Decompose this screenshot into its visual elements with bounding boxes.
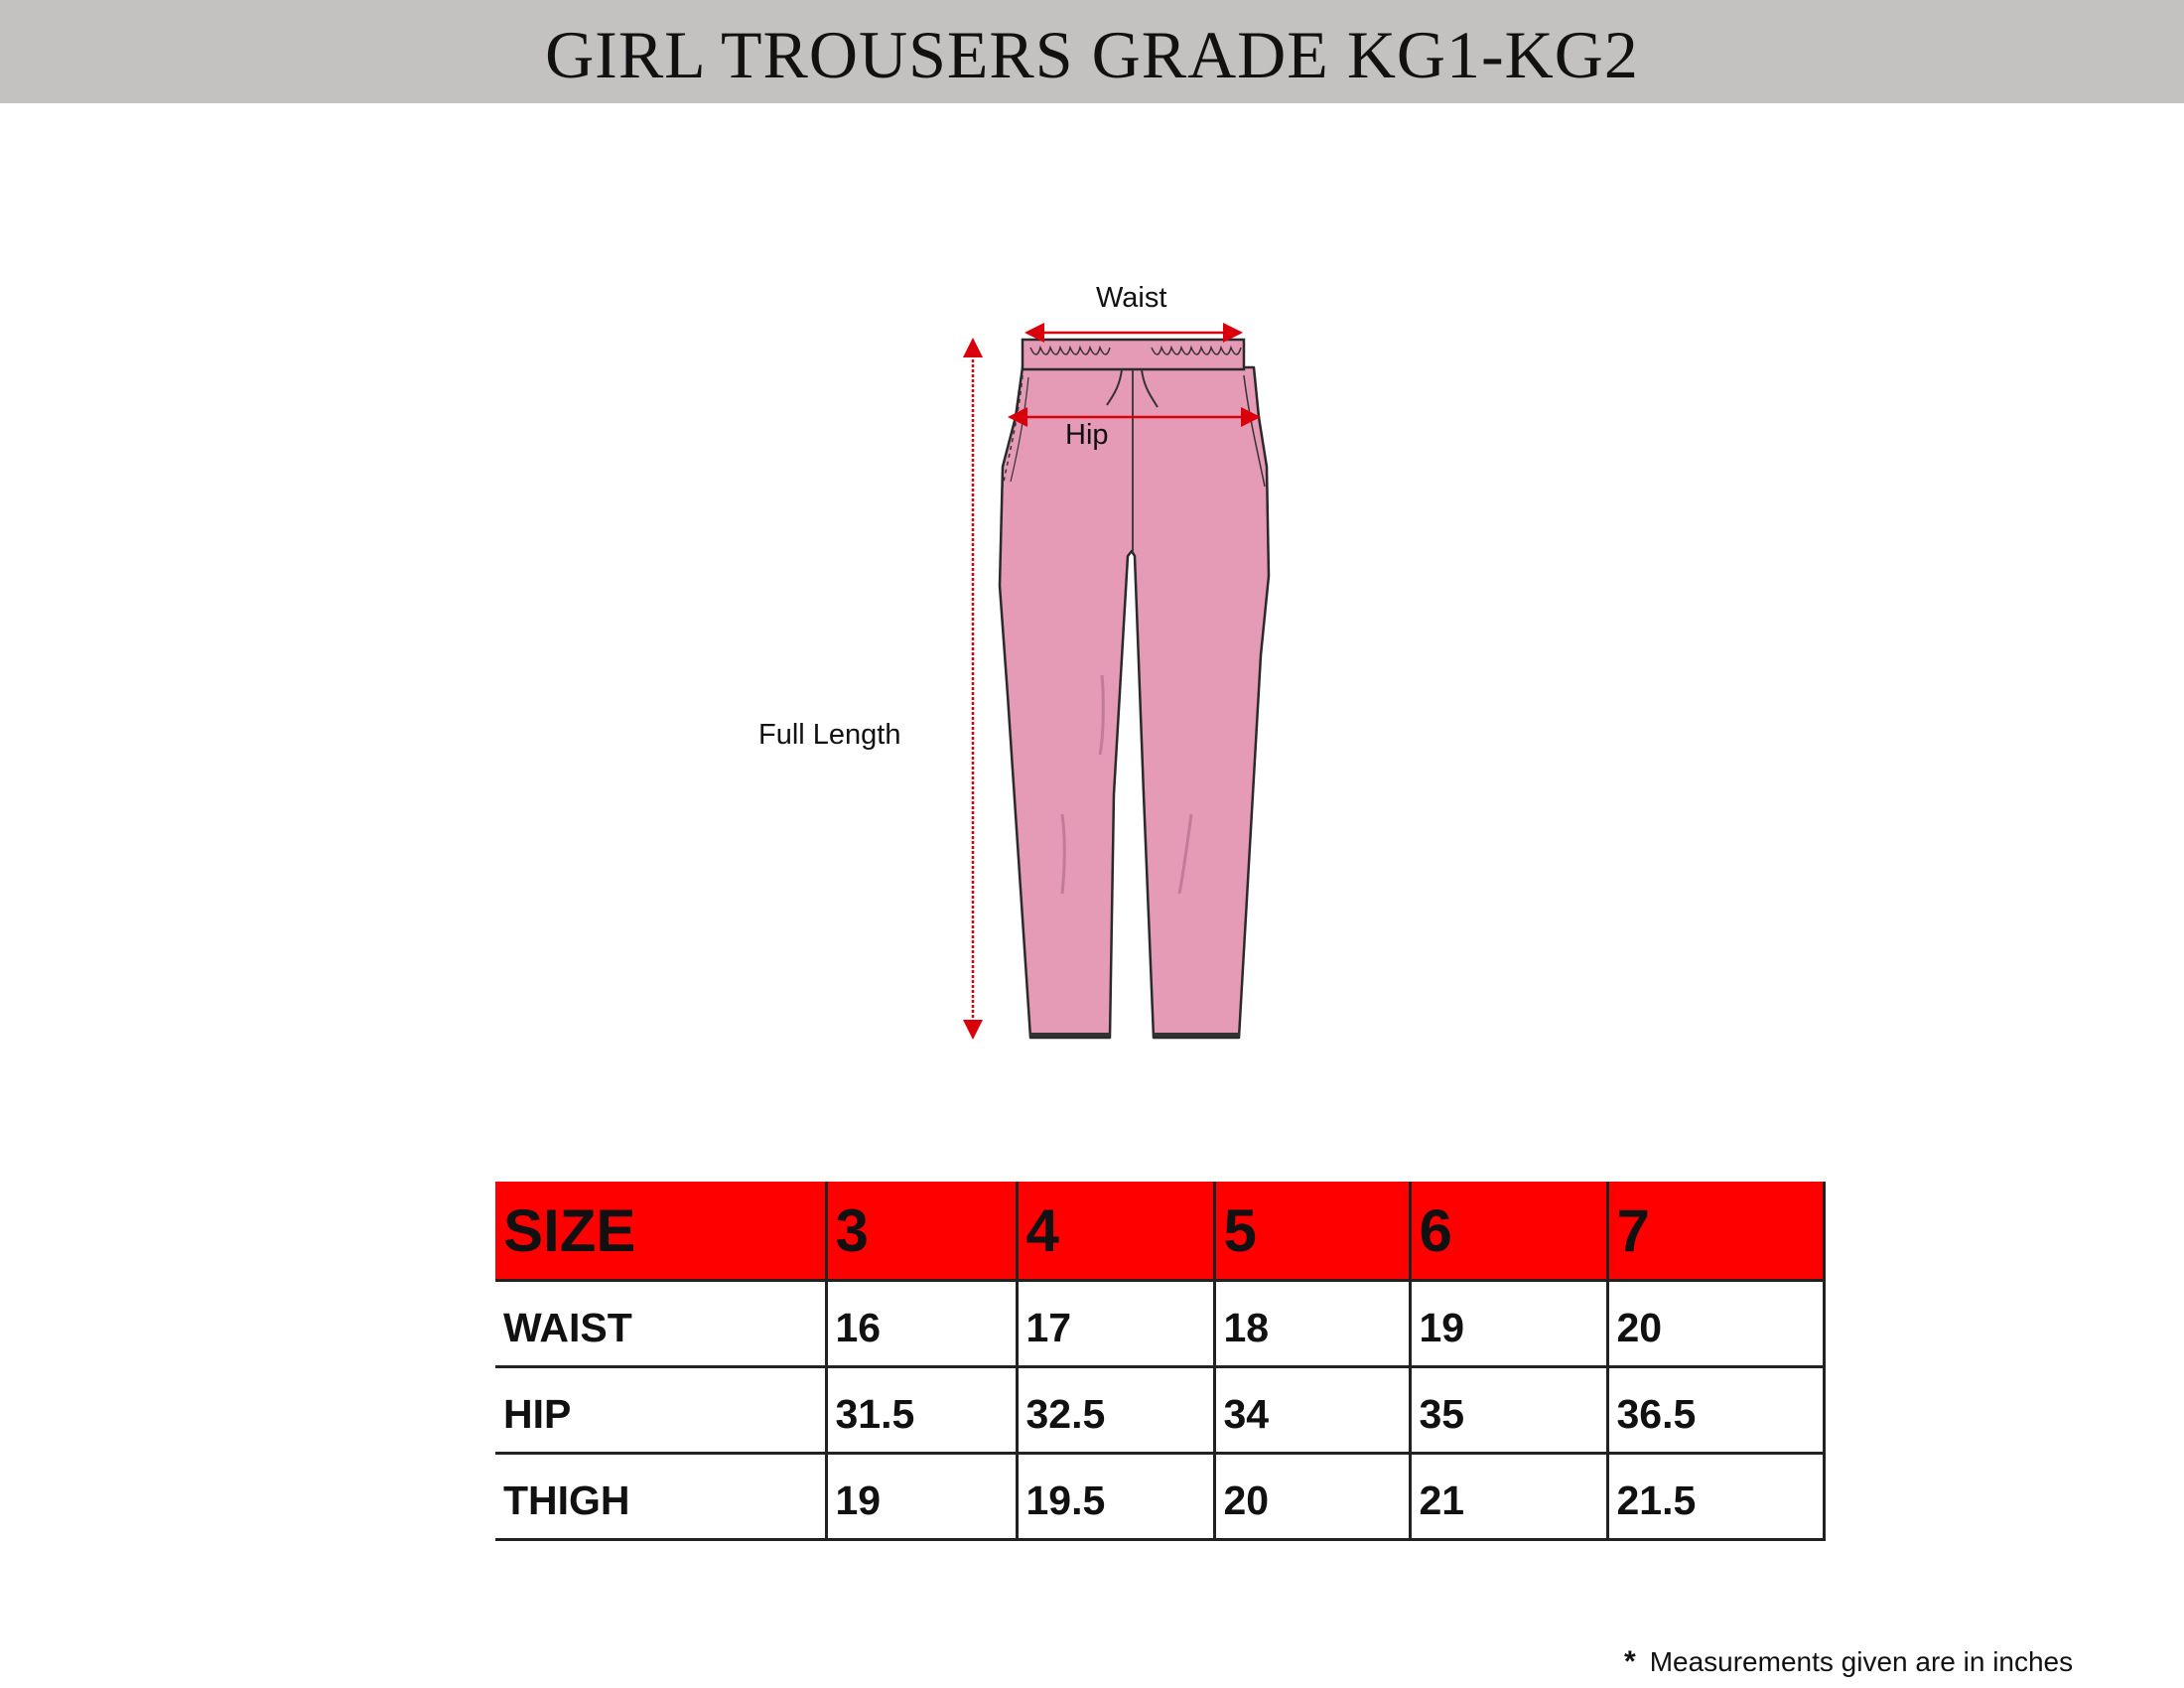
table-cell: 16	[826, 1281, 1017, 1367]
table-row	[495, 1454, 1824, 1540]
page-title: GIRL TROUSERS GRADE KG1-KG2	[545, 17, 1639, 92]
table-cell: 19	[1410, 1281, 1607, 1367]
table-cell: 17	[1017, 1281, 1214, 1367]
table-cell: HIP	[495, 1367, 826, 1454]
table-row	[495, 1367, 1824, 1454]
table-cell: 20	[1214, 1454, 1410, 1540]
table-cell: 36.5	[1607, 1367, 1824, 1454]
header-cell: 4	[1017, 1182, 1214, 1281]
size-table	[495, 1182, 1826, 1541]
trousers-body	[1000, 367, 1269, 1038]
table-cell: 18	[1214, 1281, 1410, 1367]
header-cell: SIZE	[495, 1182, 826, 1281]
table-cell: 20	[1607, 1281, 1824, 1367]
table-cell: 19	[826, 1454, 1017, 1540]
table-row	[495, 1281, 1824, 1367]
footnote	[1624, 1645, 2073, 1679]
header-cell: 3	[826, 1182, 1017, 1281]
table-cell: 31.5	[826, 1367, 1017, 1454]
table-cell: 35	[1410, 1367, 1607, 1454]
table-cell: 32.5	[1017, 1367, 1214, 1454]
table-cell: 34	[1214, 1367, 1410, 1454]
hip-label: Hip	[1065, 419, 1109, 451]
table-cell: WAIST	[495, 1281, 826, 1367]
table-header-row	[495, 1182, 1824, 1281]
table-cell: 21.5	[1607, 1454, 1824, 1540]
waist-label: Waist	[1096, 282, 1167, 314]
header-cell: 6	[1410, 1182, 1607, 1281]
full-length-label: Full Length	[758, 719, 901, 751]
header-cell: 7	[1607, 1182, 1824, 1281]
header-cell: 5	[1214, 1182, 1410, 1281]
footnote-text: Measurements given are in inches	[1649, 1646, 2074, 1677]
table-cell: THIGH	[495, 1454, 826, 1540]
asterisk-icon: *	[1624, 1645, 1636, 1678]
table-cell: 21	[1410, 1454, 1607, 1540]
table-cell: 19.5	[1017, 1454, 1214, 1540]
